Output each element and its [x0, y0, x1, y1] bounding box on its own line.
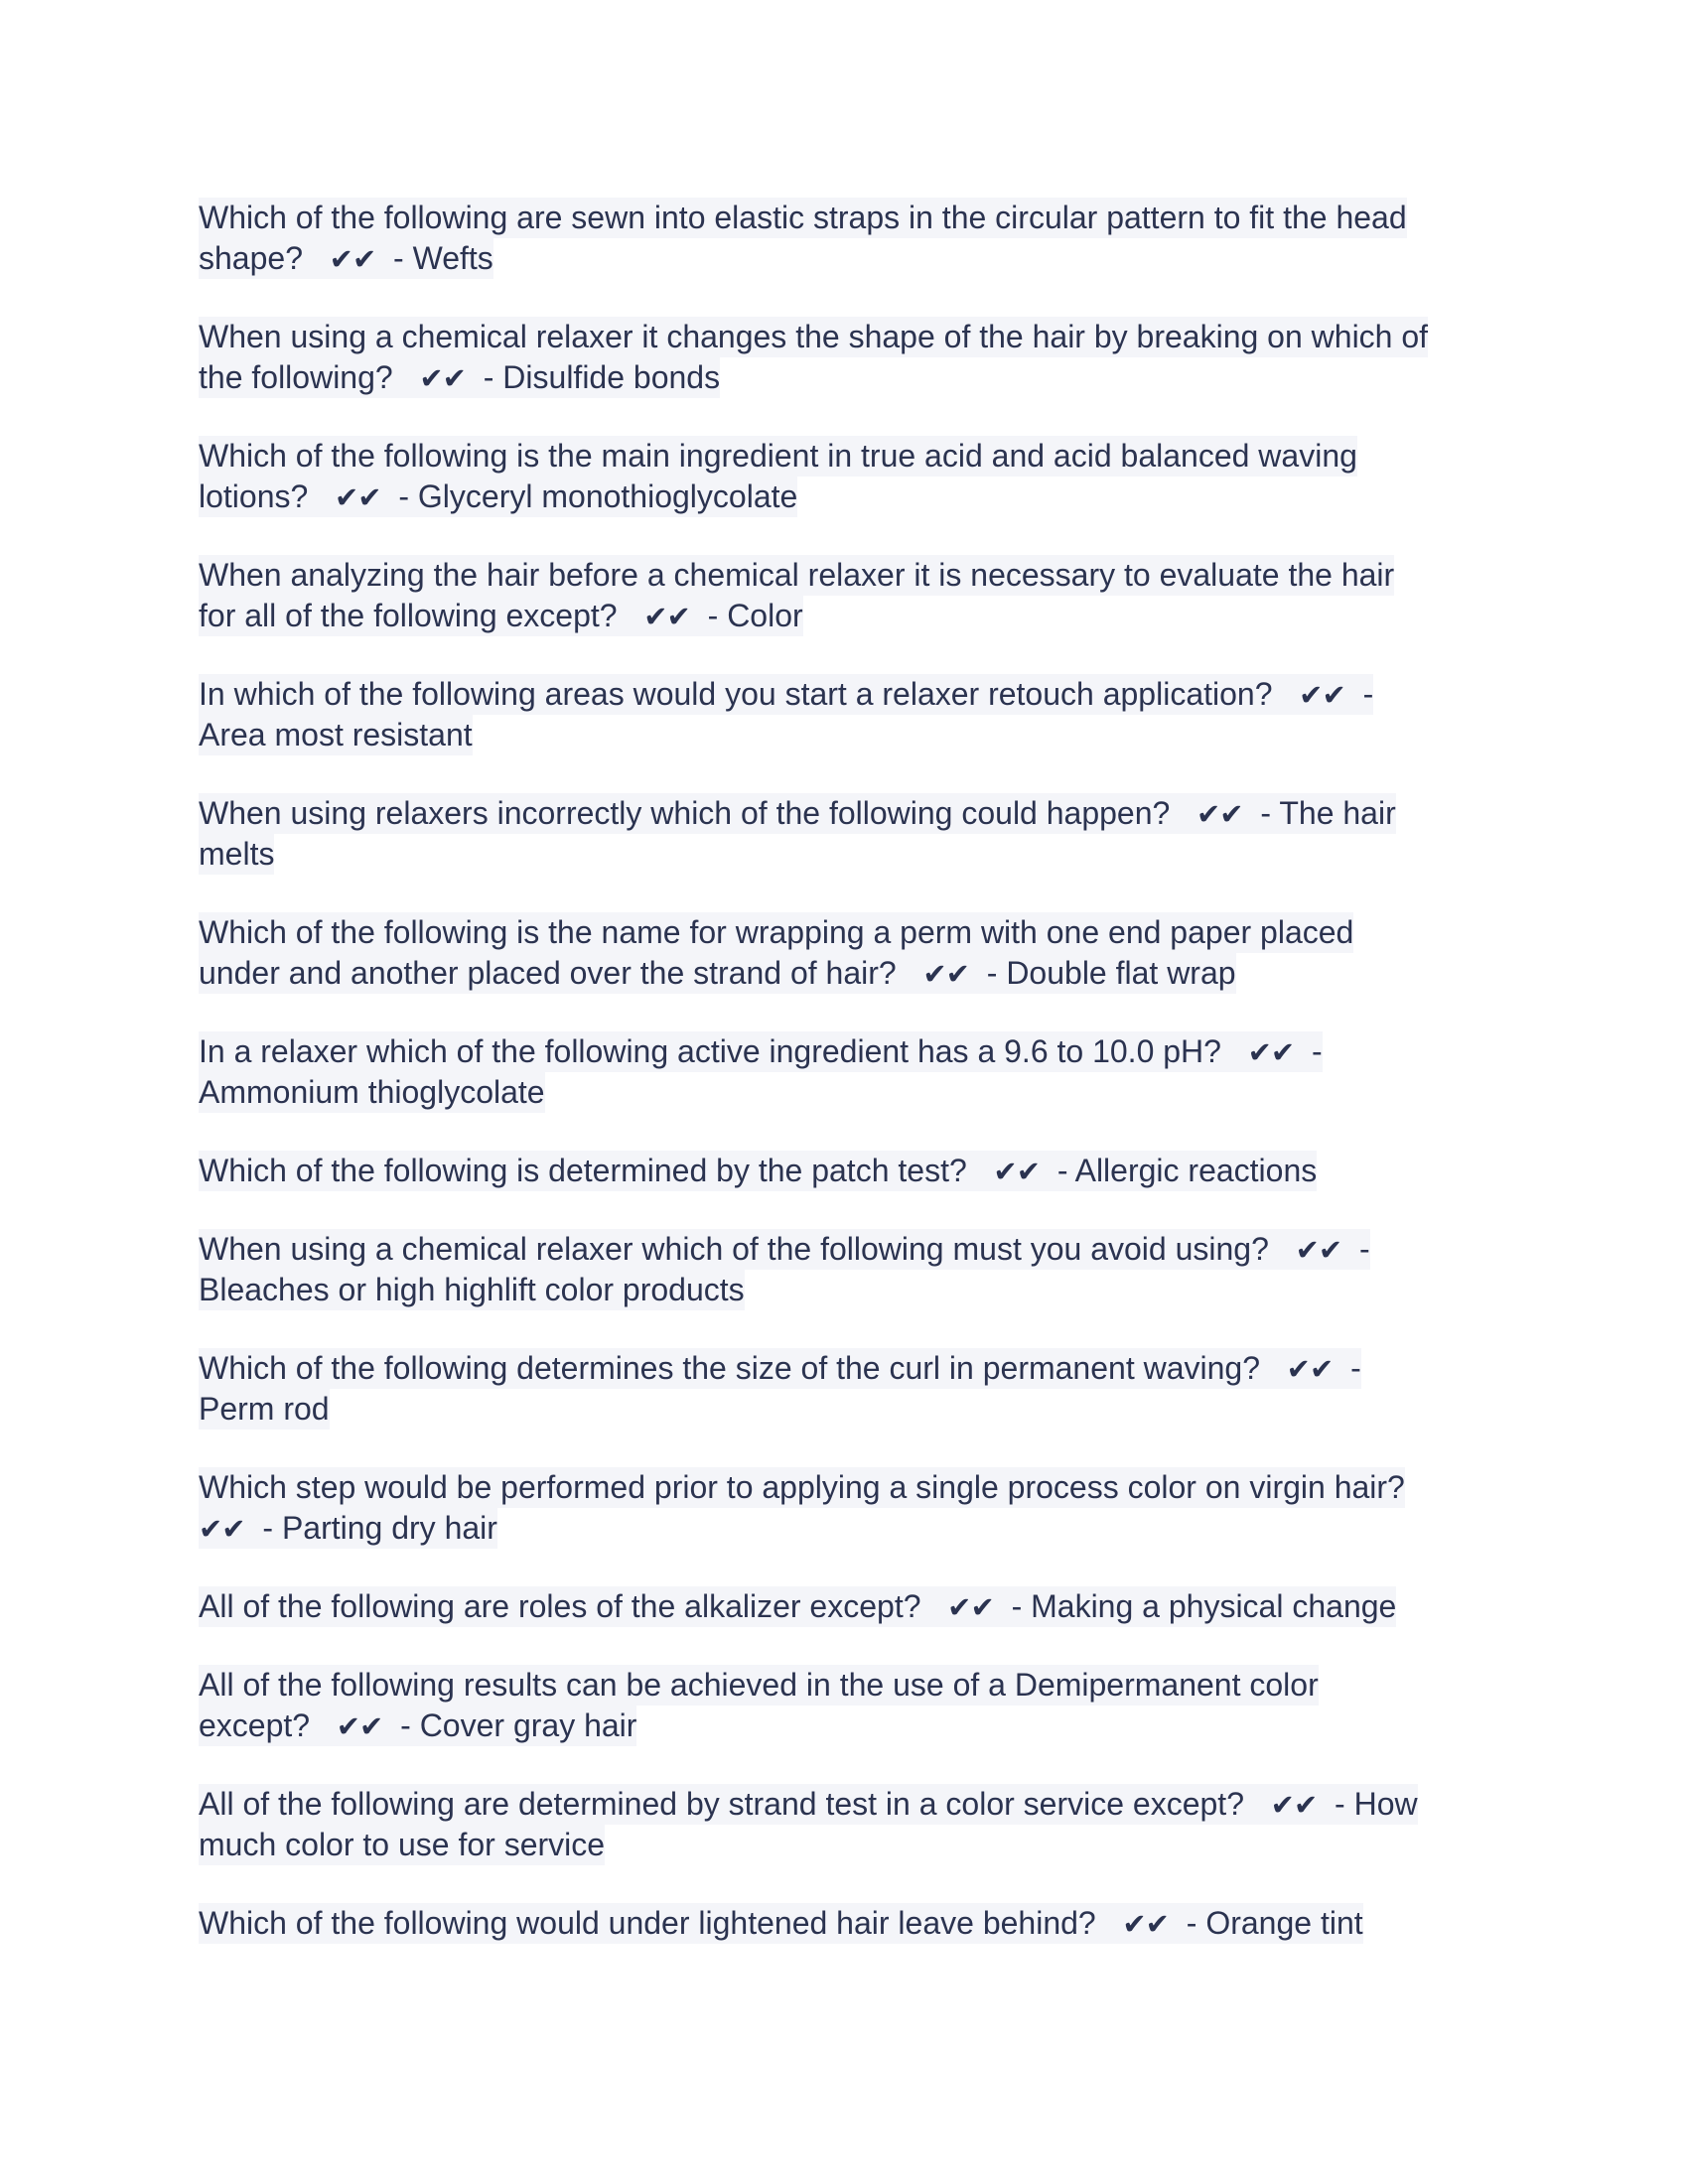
qa-line: [199, 317, 1509, 357]
qa-item: [199, 436, 1509, 517]
qa-line: [199, 1389, 1509, 1430]
highlighted-text: [199, 715, 473, 755]
answer-text: - The hair: [1242, 795, 1396, 831]
double-check-icon: ✔✔: [199, 1512, 245, 1546]
double-check-icon: ✔✔: [1270, 1788, 1318, 1822]
qa-line: [199, 555, 1509, 596]
question-text: Which of the following would under lightened hair leave behind?: [199, 1905, 1123, 1941]
qa-item: [199, 1229, 1509, 1310]
qa-item: [199, 1348, 1509, 1430]
highlighted-text: [199, 1508, 497, 1549]
question-text: shape?: [199, 240, 330, 276]
qa-line: [199, 1665, 1509, 1706]
question-text: When using a chemical relaxer it changes the shape of the hair by breaking on which of: [199, 319, 1429, 354]
qa-line: [199, 1586, 1509, 1627]
answer-text: - Disulfide bonds: [465, 359, 721, 395]
double-check-icon: ✔✔: [329, 242, 376, 276]
answer-text: - Orange tint: [1168, 1905, 1363, 1941]
highlighted-text: [199, 198, 1407, 238]
qa-line: [199, 198, 1509, 238]
highlighted-text: [199, 238, 493, 279]
question-text: When using relaxers incorrectly which of the following could happen?: [199, 795, 1196, 831]
highlighted-text: [199, 436, 1357, 477]
question-text: Which of the following is determined by the patch test?: [199, 1153, 994, 1188]
double-check-icon: ✔✔: [922, 957, 969, 991]
highlighted-text: [199, 1389, 330, 1430]
highlighted-text: [199, 1665, 1319, 1706]
qa-line: [199, 674, 1509, 715]
answer-text: -: [1344, 676, 1374, 712]
highlighted-text: [199, 477, 797, 517]
answer-text: - Glyceryl monothioglycolate: [380, 478, 798, 514]
answer-text: - Parting dry hair: [244, 1510, 497, 1546]
highlighted-text: [199, 674, 1373, 715]
question-text: All of the following are roles of the alkalizer except?: [199, 1588, 948, 1624]
highlighted-text: [199, 1784, 1418, 1825]
qa-item: [199, 1784, 1509, 1865]
double-check-icon: ✔✔: [1196, 797, 1243, 831]
double-check-icon: ✔✔: [643, 600, 690, 633]
question-text: for all of the following except?: [199, 598, 644, 633]
highlighted-text: [199, 1270, 745, 1310]
qa-line: [199, 715, 1509, 755]
question-text: lotions?: [199, 478, 335, 514]
double-check-icon: ✔✔: [1122, 1907, 1169, 1941]
qa-line: [199, 1072, 1509, 1113]
highlighted-text: [199, 596, 803, 636]
double-check-icon: ✔✔: [1247, 1035, 1295, 1069]
double-check-icon: ✔✔: [993, 1155, 1041, 1188]
answer-text: -: [1294, 1033, 1323, 1069]
double-check-icon: ✔✔: [1299, 678, 1345, 712]
question-text: Which of the following are sewn into elastic straps in the circular pattern to fit the head: [199, 200, 1407, 235]
answer-text: - Color: [689, 598, 803, 633]
question-text: Which of the following is the main ingredient in true acid and acid balanced waving: [199, 438, 1357, 474]
double-check-icon: ✔✔: [947, 1590, 994, 1624]
question-text: When analyzing the hair before a chemical relaxer it is necessary to evaluate the hair: [199, 557, 1395, 593]
question-text: All of the following are determined by strand test in a color service except?: [199, 1786, 1271, 1822]
qa-line: [199, 1825, 1509, 1865]
qa-item: [199, 1467, 1509, 1549]
highlighted-text: [199, 1903, 1363, 1944]
question-text: Ammonium thioglycolate: [199, 1074, 545, 1110]
highlighted-text: [199, 1348, 1361, 1389]
qa-item: [199, 1151, 1509, 1191]
qa-item: [199, 793, 1509, 875]
question-text: Which of the following is the name for wrapping a perm with one end paper placed: [199, 914, 1354, 950]
qa-line: [199, 1706, 1509, 1746]
question-text: Which of the following determines the size of the curl in permanent waving?: [199, 1350, 1287, 1386]
question-text: except?: [199, 1707, 337, 1743]
double-check-icon: ✔✔: [419, 361, 466, 395]
qa-line: [199, 953, 1509, 994]
qa-line: [199, 596, 1509, 636]
qa-line: [199, 1229, 1509, 1270]
highlighted-text: [199, 793, 1396, 834]
highlighted-text: [199, 1229, 1370, 1270]
question-text: Which step would be performed prior to applying a single process color on virgin hair?: [199, 1469, 1405, 1505]
question-text: much color to use for service: [199, 1827, 606, 1862]
qa-line: [199, 1270, 1509, 1310]
qa-line: [199, 1784, 1509, 1825]
document-page: [199, 198, 1509, 1981]
question-text: In a relaxer which of the following active ingredient has a 9.6 to 10.0 pH?: [199, 1033, 1248, 1069]
qa-line: [199, 1903, 1509, 1944]
highlighted-text: [199, 1706, 636, 1746]
qa-line: [199, 1031, 1509, 1072]
answer-text: -: [1333, 1350, 1361, 1386]
qa-line: [199, 436, 1509, 477]
question-text: All of the following results can be achieved in the use of a Demipermanent color: [199, 1667, 1319, 1703]
qa-item: [199, 555, 1509, 636]
qa-line: [199, 834, 1509, 875]
highlighted-text: [199, 357, 720, 398]
qa-line: [199, 1348, 1509, 1389]
question-text: Area most resistant: [199, 717, 473, 752]
highlighted-text: [199, 912, 1353, 953]
highlighted-text: [199, 1825, 605, 1865]
question-text: the following?: [199, 359, 420, 395]
highlighted-text: [199, 1586, 1396, 1627]
qa-item: [199, 1665, 1509, 1746]
question-text: When using a chemical relaxer which of the following must you avoid using?: [199, 1231, 1296, 1267]
question-text: melts: [199, 836, 275, 872]
answer-text: -: [1341, 1231, 1370, 1267]
highlighted-text: [199, 953, 1236, 994]
highlighted-text: [199, 555, 1394, 596]
double-check-icon: ✔✔: [334, 480, 381, 514]
qa-item: [199, 198, 1509, 279]
qa-line: [199, 357, 1509, 398]
double-check-icon: ✔✔: [1286, 1352, 1334, 1386]
answer-text: - Cover gray hair: [382, 1707, 637, 1743]
qa-line: [199, 1467, 1509, 1508]
question-text: Perm rod: [199, 1391, 330, 1427]
question-text: under and another placed over the strand of hair?: [199, 955, 923, 991]
qa-item: [199, 1586, 1509, 1627]
qa-line: [199, 477, 1509, 517]
answer-text: - How: [1317, 1786, 1418, 1822]
answer-text: - Making a physical change: [993, 1588, 1397, 1624]
qa-item: [199, 317, 1509, 398]
qa-line: [199, 793, 1509, 834]
question-text: In which of the following areas would you start a relaxer retouch application?: [199, 676, 1300, 712]
qa-line: [199, 1151, 1509, 1191]
double-check-icon: ✔✔: [1295, 1233, 1342, 1267]
highlighted-text: [199, 1072, 545, 1113]
answer-text: - Double flat wrap: [968, 955, 1236, 991]
highlighted-text: [199, 1467, 1405, 1508]
answer-text: - Wefts: [375, 240, 493, 276]
qa-line: [199, 912, 1509, 953]
highlighted-text: [199, 834, 274, 875]
qa-item: [199, 912, 1509, 994]
qa-item: [199, 1031, 1509, 1113]
qa-line: [199, 238, 1509, 279]
qa-item: [199, 674, 1509, 755]
answer-text: - Allergic reactions: [1040, 1153, 1318, 1188]
double-check-icon: ✔✔: [336, 1709, 383, 1743]
highlighted-text: [199, 1031, 1323, 1072]
qa-item: [199, 1903, 1509, 1944]
question-text: Bleaches or high highlift color products: [199, 1272, 745, 1307]
highlighted-text: [199, 1151, 1317, 1191]
qa-line: [199, 1508, 1509, 1549]
highlighted-text: [199, 317, 1428, 357]
